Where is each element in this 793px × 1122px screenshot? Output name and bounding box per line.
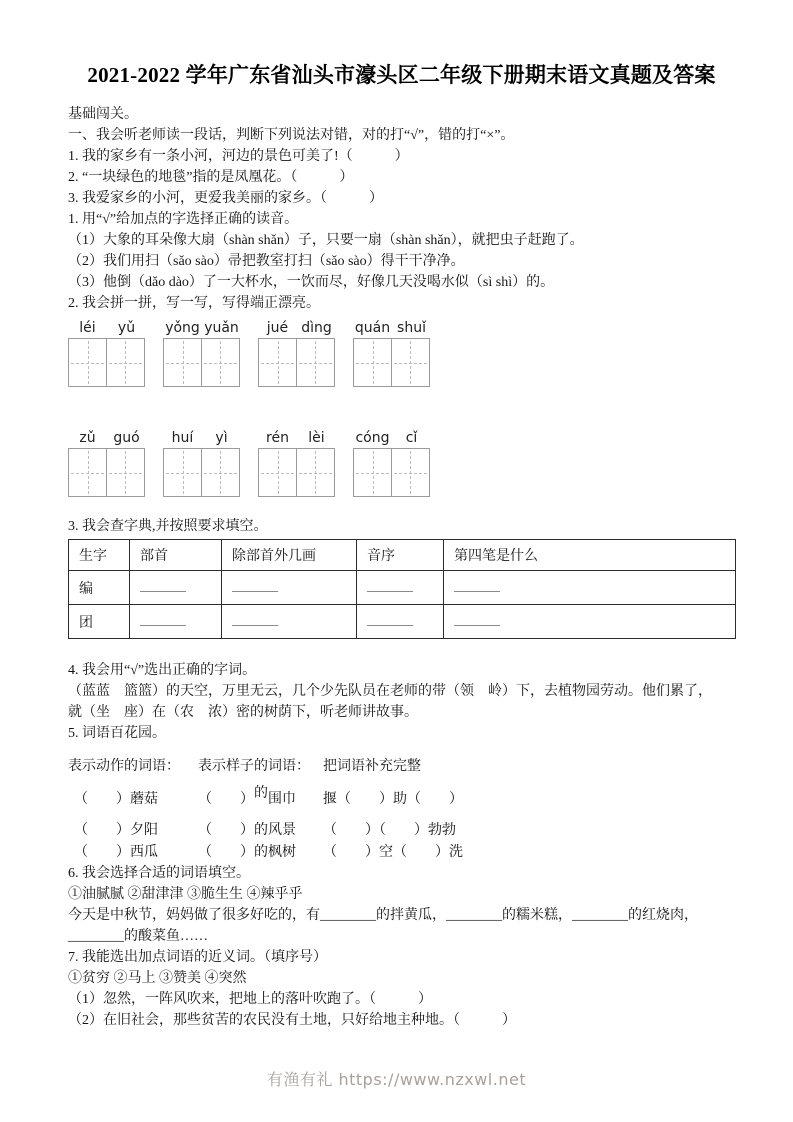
site-watermark: 有渔有礼 https://www.nzxwl.net xyxy=(266,1070,527,1089)
fill-blank-phrase: （ ）空（ ）洗 xyxy=(323,845,463,860)
fill-blank-phrase: （ ）的风景 xyxy=(198,823,296,838)
synonyms-options: ①贫穷 ②马上 ③赞美 ④突然 xyxy=(68,971,247,986)
answer-cell xyxy=(357,571,444,605)
writing-grid-cell xyxy=(258,448,297,497)
pinyin-syllable: yǔ xyxy=(117,320,136,336)
answer-cell xyxy=(130,605,222,639)
fill-blank-phrase: （ ）（ ）勃勃 xyxy=(323,823,456,838)
fill-blank-phrase: （ ）的枫树 xyxy=(198,845,296,860)
pinyin-syllable: quán xyxy=(354,320,391,336)
listen-item: 1. 我的家乡有一条小河，河边的景色可美了!（ ） xyxy=(68,149,409,164)
pinyin-word-group xyxy=(68,428,146,497)
fill-words-prompt: 6. 我会选择合适的词语填空。 xyxy=(68,866,250,881)
fill-blank-phrase: （ ）夕阳 xyxy=(74,823,158,838)
fill-words-text: 今天是中秋节，妈妈做了很多好吃的，有________的拌黄瓜，________的糯米糕，________的红烧肉， xyxy=(68,908,698,923)
column-header: 把词语补充完整 xyxy=(323,759,421,774)
writing-grid-cell xyxy=(163,448,202,497)
word-garden-prompt: 5. 词语百花园。 xyxy=(68,726,166,741)
phrase-part: （ ） xyxy=(198,792,254,807)
phrase-part: 的 xyxy=(254,786,268,801)
pinyin-word-group xyxy=(163,318,241,387)
phrase-part: 围巾 xyxy=(268,792,296,807)
writing-grid-cell xyxy=(106,338,145,387)
pinyin-grid-row xyxy=(68,318,735,387)
listen-item: 2. “一块绿色的地毯”指的是凤凰花。（ ） xyxy=(68,170,354,185)
pronunciation-prompt: 1. 用“√”给加点的字选择正确的读音。 xyxy=(68,212,299,227)
column-header: 表示动作的词语： xyxy=(68,759,180,774)
pinyin-syllable: jué xyxy=(266,320,289,336)
column-header: 生字 xyxy=(69,540,130,571)
pinyin-syllable: dìng xyxy=(301,320,332,336)
blank-line xyxy=(140,613,186,626)
pinyin-word-group xyxy=(68,318,146,387)
fill-words-text: ________的酸菜鱼…… xyxy=(68,929,208,944)
answer-cell xyxy=(222,571,357,605)
fill-words-options: ①油腻腻 ②甜津津 ③脆生生 ④辣乎乎 xyxy=(68,887,303,902)
pinyin-syllable: huí xyxy=(171,430,194,446)
writing-grid-cell xyxy=(68,448,107,497)
answer-cell xyxy=(357,605,444,639)
writing-grid-cell xyxy=(258,338,297,387)
pronunciation-item: （3）他倒（dǎo dào）了一大杯水，一饮而尽，好像几天没喝水似（sì shì）的。 xyxy=(68,275,555,290)
pinyin-syllable: shuǐ xyxy=(397,320,426,336)
section-label: 基础闯关。 xyxy=(68,107,138,122)
writing-grid-cell xyxy=(201,338,240,387)
blank-line xyxy=(232,613,278,626)
pinyin-syllable: lèi xyxy=(308,430,325,446)
writing-grid-cell xyxy=(201,448,240,497)
character-cell: 团 xyxy=(69,605,130,639)
answer-cell xyxy=(444,605,736,639)
pinyin-word-group xyxy=(353,318,431,387)
dictionary-prompt: 3. 我会查字典,并按照要求填空。 xyxy=(68,519,268,534)
pinyin-syllable: yǒng xyxy=(165,320,200,336)
fill-blank-phrase xyxy=(198,786,323,810)
word-garden-headers xyxy=(68,756,735,777)
word-garden-row xyxy=(68,786,735,810)
pinyin-syllable: yì xyxy=(215,430,228,446)
blank-line xyxy=(454,579,500,592)
blank-line xyxy=(140,579,186,592)
writing-grid-cell xyxy=(68,338,107,387)
blank-line xyxy=(232,579,278,592)
writing-grid-cell xyxy=(163,338,202,387)
choose-word-prompt: 4. 我会用“√”选出正确的字词。 xyxy=(68,663,257,678)
writing-grid-cell xyxy=(296,448,335,497)
pinyin-syllable: cóng xyxy=(355,430,390,446)
pinyin-syllable: yuǎn xyxy=(204,320,239,336)
dictionary-table xyxy=(68,539,736,639)
pinyin-grid-row xyxy=(68,428,735,497)
synonyms-prompt: 7. 我能选出加点词语的近义词。（填序号） xyxy=(68,950,327,965)
fill-blank-phrase: （ ）蘑菇 xyxy=(74,792,158,807)
choose-word-text: （蓝蓝 篮篮）的天空，万里无云，几个少先队员在老师的带（领 岭）下，去植物园劳动。他们累了， xyxy=(68,684,712,699)
column-header: 音序 xyxy=(357,540,444,571)
writing-grid-cell xyxy=(391,448,430,497)
pinyin-word-group xyxy=(258,318,336,387)
listen-prompt: 一、我会听老师读一段话，判断下列说法对错，对的打“√”，错的打“×”。 xyxy=(68,128,515,143)
blank-line xyxy=(454,613,500,626)
synonyms-item: （2）在旧社会，那些贫苦的农民没有土地，只好给地主种地。（ ） xyxy=(68,1013,516,1028)
word-garden-row xyxy=(68,842,735,863)
pinyin-word-group xyxy=(163,428,241,497)
synonyms-item: （1）忽然，一阵风吹来，把地上的落叶吹跑了。（ ） xyxy=(68,992,432,1007)
blank-line xyxy=(367,613,413,626)
exam-title: 2021-2022 学年广东省汕头市濠头区二年级下册期末语文真题及答案 xyxy=(87,63,716,87)
pinyin-write-prompt: 2. 我会拼一拼，写一写，写得端正漂亮。 xyxy=(68,296,320,311)
fill-blank-phrase: （ ）西瓜 xyxy=(74,845,158,860)
pinyin-syllable: cǐ xyxy=(405,430,418,446)
listen-item: 3. 我爱家乡的小河，更爱我美丽的家乡。（ ） xyxy=(68,191,383,206)
column-header: 第四笔是什么 xyxy=(444,540,736,571)
writing-grid-cell xyxy=(391,338,430,387)
column-header: 除部首外几画 xyxy=(222,540,357,571)
pinyin-syllable: rén xyxy=(266,430,289,446)
choose-word-text: 就（坐 座）在（农 浓）密的树荫下，听老师讲故事。 xyxy=(68,705,418,720)
character-cell: 编 xyxy=(69,571,130,605)
pinyin-syllable: zǔ xyxy=(79,430,96,446)
column-header: 部首 xyxy=(130,540,222,571)
pinyin-word-group xyxy=(353,428,431,497)
table-row xyxy=(69,605,736,639)
pronunciation-item: （1）大象的耳朵像大扇（shàn shǎn）子，只要一扇（shàn shǎn），就把虫子赶跑了。 xyxy=(68,233,584,248)
pronunciation-item: （2）我们用扫（sǎo sào）帚把教室打扫（sǎo sào）得干干净净。 xyxy=(68,254,465,269)
fill-blank-phrase: 揠（ ）助（ ） xyxy=(323,792,463,807)
pinyin-syllable: guó xyxy=(113,430,140,446)
blank-line xyxy=(367,579,413,592)
pinyin-word-group xyxy=(258,428,336,497)
word-garden-row xyxy=(68,820,735,841)
pinyin-syllable: léi xyxy=(79,320,96,336)
writing-grid-cell xyxy=(353,448,392,497)
writing-grid-cell xyxy=(296,338,335,387)
answer-cell xyxy=(444,571,736,605)
answer-cell xyxy=(222,605,357,639)
column-header: 表示样子的词语： xyxy=(198,759,310,774)
answer-cell xyxy=(130,571,222,605)
writing-grid-cell xyxy=(353,338,392,387)
writing-grid-cell xyxy=(106,448,145,497)
table-row xyxy=(69,571,736,605)
table-header-row xyxy=(69,540,736,571)
